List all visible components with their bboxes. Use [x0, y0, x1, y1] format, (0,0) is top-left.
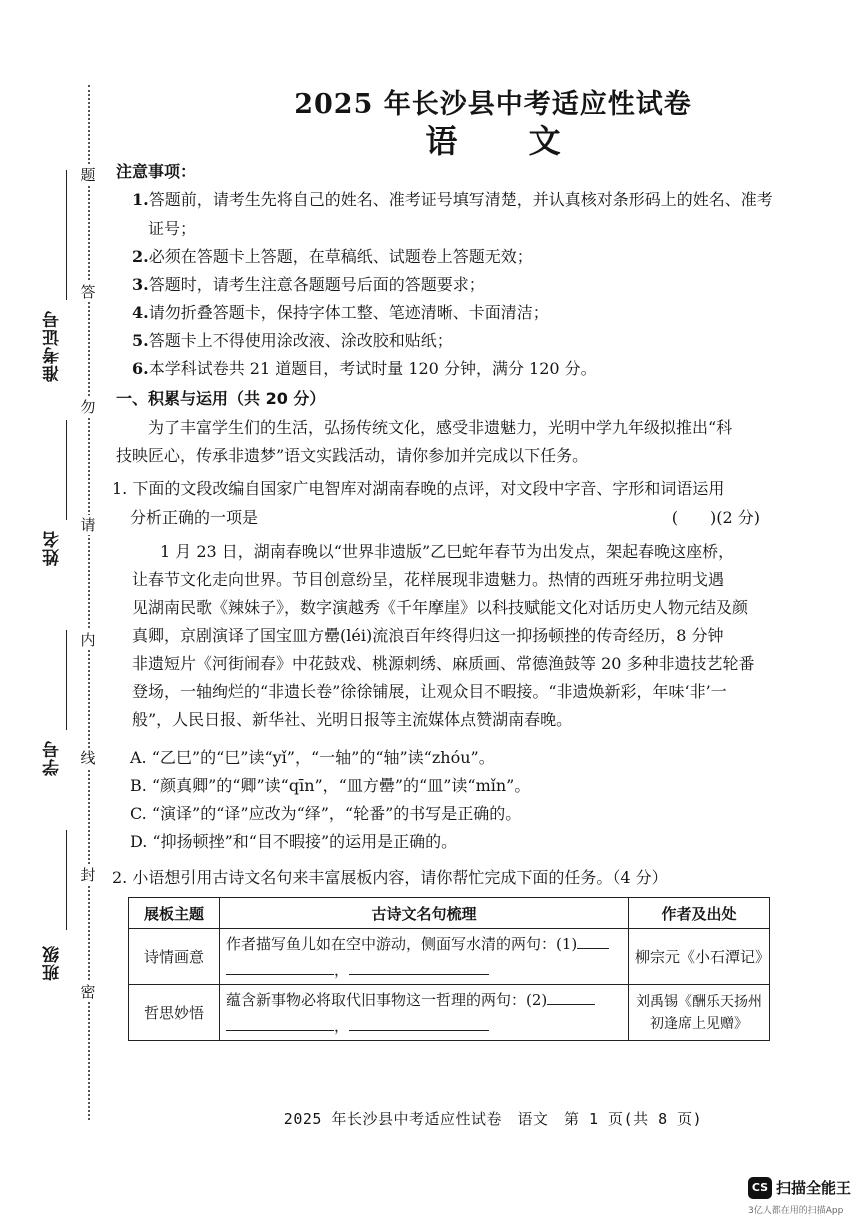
exam-number-field[interactable] [40, 310, 70, 382]
q1-option-c[interactable]: C. “演译”的“译”应改为“绎”，“轮番”的书写是正确的。 [130, 804, 522, 823]
notes-heading: 注意事项： [116, 162, 197, 181]
exam-number-label: 准考证号 [43, 310, 63, 382]
note-text: 本学科试卷共 21 道题目，考试时量 120 分钟，满分 120 分。 [148, 359, 597, 378]
page-footer: 2025 年长沙县中考适应性试卷 语文 第 1 页(共 8 页) [283, 1110, 703, 1128]
seal-char: 密 [78, 982, 98, 1002]
answer-blank[interactable] [226, 1014, 334, 1031]
note-item [148, 215, 808, 243]
table-cell-theme: 诗情画意 [129, 929, 220, 985]
note-text: 必须在答题卡上答题，在草稿纸、试题卷上答题无效； [148, 247, 533, 266]
table-cell-theme: 哲思妙悟 [129, 985, 220, 1041]
student-id-line [66, 630, 67, 730]
section-intro-line: 为了丰富学生们的生活，弘扬传统文化，感受非遗魅力，光明中学九年级拟推出“科 [148, 418, 733, 437]
table-header: 作者及出处 [629, 898, 770, 929]
seal-char: 内 [78, 630, 98, 650]
note-number: 5. [132, 331, 149, 350]
name-field[interactable] [40, 530, 70, 566]
seal-char: 答 [78, 282, 98, 302]
table-cell-source: 柳宗元《小石潭记》 [629, 929, 770, 985]
table-row [129, 985, 770, 1041]
note-number: 1. [132, 190, 149, 209]
table-header-row [129, 898, 770, 929]
note-number: 4. [132, 303, 149, 322]
answer-blank[interactable] [349, 1014, 489, 1031]
q1-stem: 1. 下面的文段改编自国家广电智库对湖南春晚的点评，对文段中字音、字形和词语运用 [112, 479, 725, 498]
q1-passage-line: 真卿，京剧演译了国宝皿方罍(léi)流浪百年终得归这一抑扬顿挫的传奇经历，8 分钟 [132, 626, 724, 645]
note-text: 证号； [148, 219, 197, 238]
name-line [66, 420, 67, 520]
note-item [132, 299, 792, 327]
table-header: 古诗文名句梳理 [220, 898, 629, 929]
q1-answer-bracket[interactable]: ( )(2 分) [671, 508, 760, 527]
seal-char: 请 [78, 515, 98, 535]
q2-stem: 2. 小语想引用古诗文名句来丰富展板内容，请你帮忙完成下面的任务。（4 分） [112, 868, 668, 887]
note-text: 请勿折叠答题卡，保持字体工整、笔迹清晰、卡面清洁； [148, 303, 549, 322]
q1-passage-line: 让春节文化走向世界。节目创意纷呈，花样展现非遗魅力。热情的西班牙弗拉明戈遇 [132, 570, 725, 589]
class-field[interactable] [40, 945, 70, 981]
seal-char: 题 [78, 165, 98, 185]
q1-stem-tail: 分析正确的一项是 [130, 508, 259, 527]
q1-passage-line: 见湖南民歌《辣妹子》，数字演越秀《千年摩崖》以科技赋能文化对话历史人物元结及颜 [132, 598, 749, 617]
seal-char: 封 [78, 865, 98, 885]
note-number: 2. [132, 247, 149, 266]
scanner-logo-icon: CS [748, 1177, 772, 1199]
exam-number-line [66, 170, 67, 300]
q1-passage-line: 非遗短片《河街闹春》中花鼓戏、桃源刺绣、麻质画、常德渔鼓等 20 多种非遗技艺轮番 [132, 654, 755, 673]
note-text: 答题时，请考生注意各题题号后面的答题要求； [148, 275, 485, 294]
q1-option-d[interactable]: D. “抑扬顿挫”和“目不暇接”的运用是正确的。 [130, 832, 458, 851]
student-id-label: 学号 [43, 740, 63, 776]
note-item [132, 243, 792, 271]
answer-blank[interactable] [349, 958, 489, 975]
name-label: 姓名 [43, 530, 63, 566]
class-label: 班级 [43, 945, 63, 981]
binding-dotted-line [88, 85, 90, 1120]
class-line [66, 830, 67, 930]
note-text: 答题前，请考生先将自己的姓名、准考证号填写清楚，并认真核对条形码上的姓名、准考 [148, 190, 773, 209]
student-id-field[interactable] [40, 740, 70, 776]
answer-blank[interactable] [547, 988, 595, 1005]
table-cell-content: 作者描写鱼儿如在空中游动，侧面写水清的两句：(1) ， [220, 929, 629, 985]
answer-blank[interactable] [226, 958, 334, 975]
note-item [132, 186, 792, 214]
table-cell-source: 刘禹锡《酬乐天扬州初逢席上见赠》 [629, 985, 770, 1041]
section-heading: 一、积累与运用（共 20 分） [116, 389, 326, 408]
note-text: 答题卡上不得使用涂改液、涂改胶和贴纸； [148, 331, 453, 350]
q1-option-a[interactable]: A. “乙巳”的“巳”读“yǐ”，“一轴”的“轴”读“zhóu”。 [130, 748, 495, 767]
table-row [129, 929, 770, 985]
seal-char: 勿 [78, 397, 98, 417]
q1-option-b[interactable]: B. “颜真卿”的“卿”读“qīn”，“皿方罍”的“皿”读“mǐn”。 [130, 776, 531, 795]
seal-char: 线 [78, 748, 98, 768]
q1-stem-line2 [130, 504, 760, 532]
scanner-tagline: 3亿人都在用的扫描App [748, 1206, 844, 1216]
prompt-text: 蕴含新事物必将取代旧事物这一哲理的两句：(2) [226, 990, 548, 1009]
q1-passage-line: 登场，一轴绚烂的“非遗长卷”徐徐铺展，让观众目不暇接。“非遗焕新彩，年味‘非’一 [132, 682, 727, 701]
table-cell-content: 蕴含新事物必将取代旧事物这一哲理的两句：(2) ， [220, 985, 629, 1041]
table-header: 展板主题 [129, 898, 220, 929]
note-item [132, 355, 792, 383]
note-number: 6. [132, 359, 149, 378]
section-intro-line: 技映匠心，传承非遗梦”语文实践活动，请你参加并完成以下任务。 [116, 446, 589, 465]
scanner-app-name: 扫描全能王 [776, 1179, 852, 1197]
note-number: 3. [132, 275, 149, 294]
note-item [132, 327, 792, 355]
prompt-text: 作者描写鱼儿如在空中游动，侧面写水清的两句：(1) [226, 934, 578, 953]
exam-title: 2025 年长沙县中考适应性试卷 [294, 89, 692, 120]
answer-blank[interactable] [577, 932, 609, 949]
q1-passage-line: 1 月 23 日，湖南春晚以“世界非遗版”乙巳蛇年春节为出发点，架起春晚这座桥， [160, 542, 735, 561]
q2-table [128, 897, 770, 1041]
note-item [132, 271, 792, 299]
subject-title: 语 文 [425, 122, 591, 160]
q1-passage-line: 般”，人民日报、新华社、光明日报等主流媒体点赞湖南春晚。 [132, 710, 573, 729]
